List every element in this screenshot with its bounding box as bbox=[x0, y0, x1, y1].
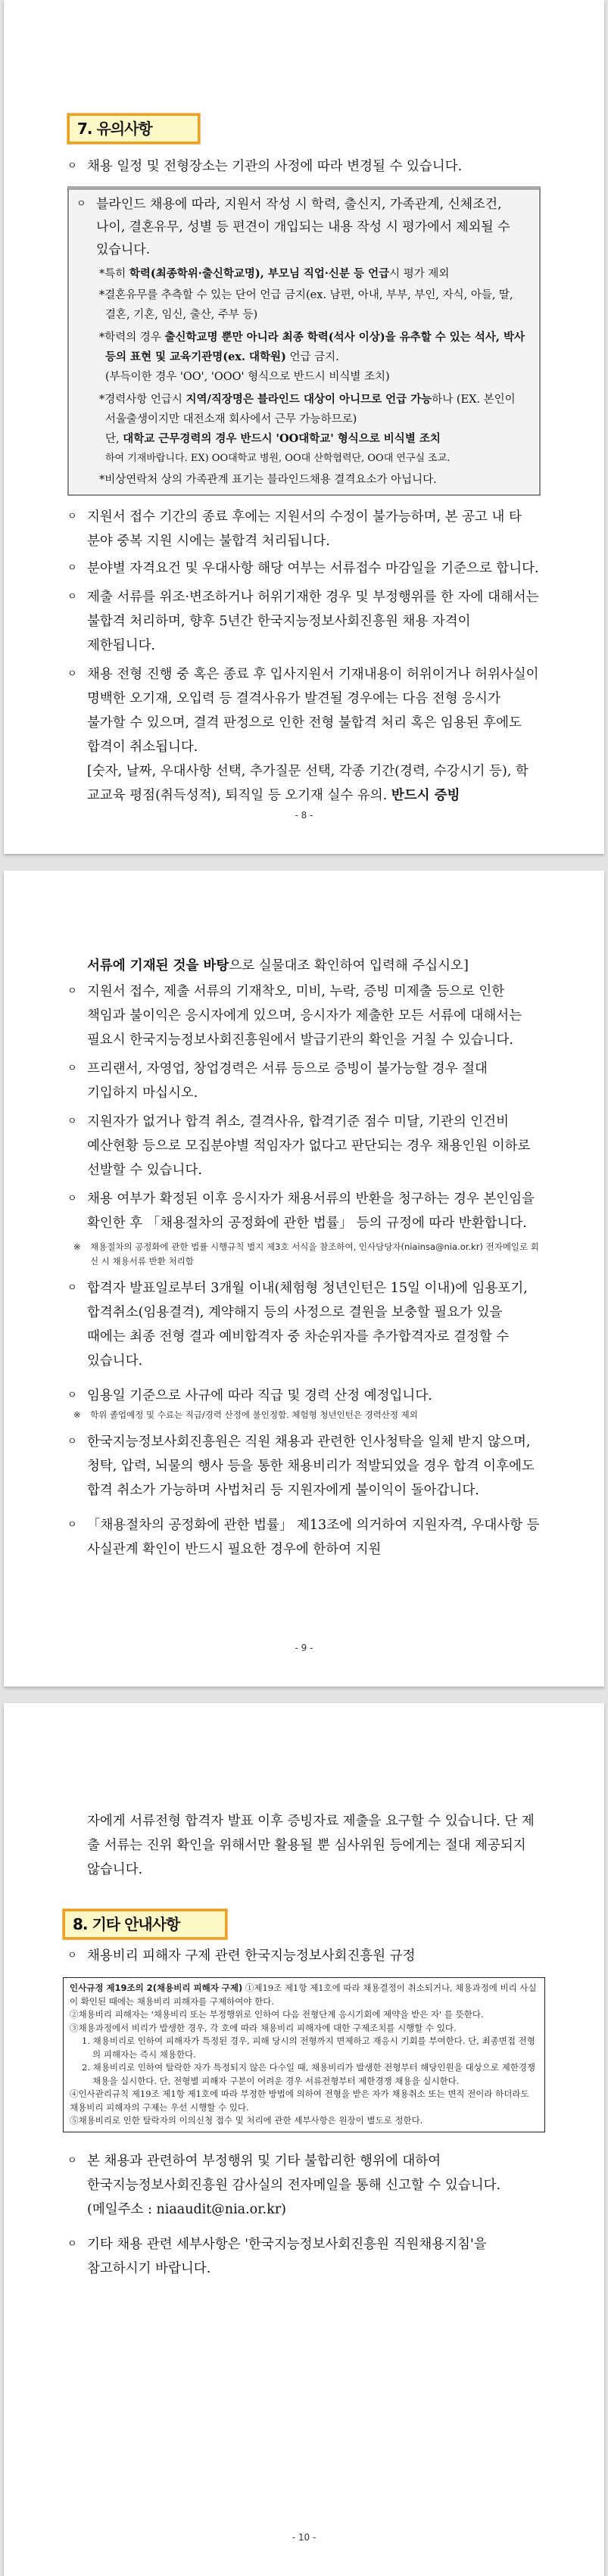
bullet-qualification: ㅇ 분야별 자격요건 및 우대사항 해당 여부는 서류접수 마감일을 기준으로 합니다. bbox=[67, 556, 541, 581]
page-9 bbox=[4, 871, 604, 1687]
regulation-p4: ④인사관리규칙 제19조 제1항 제1호에 따라 부정한 방법에 의하여 전형을 받은 자가 채용취소 또는 면직 전이라 하더라도 채용비리 피해자의 구제는 우선 시행할 수 있다. bbox=[70, 2089, 529, 2113]
bullet-document-return: ㅇ 채용 여부가 확정된 이후 응시자가 채용서류의 반환을 청구하는 경우 본인임을 확인한 후 「채용절차의 공정화에 관한 법률」 등의 규정에 따라 반환합니다. bbox=[67, 1187, 541, 1235]
blind-star-career-example: 하여 기재바랍니다. EX) OO대학교 병원, OO대 산학협력단, OO대 연구실 조교. bbox=[105, 453, 451, 464]
page-number: - 10 - bbox=[292, 2532, 316, 2543]
blind-star-degree: *학력의 경우 출신학교명 뿐만 아니라 최종 학력(석사 이상)을 유추할 수 있는 석사, 박사 등의 표현 및 교육기관명(ex. 대학원) 언급 금지. bbox=[99, 331, 525, 363]
bullet-submission: ㅇ 지원서 접수, 제출 서류의 기재착오, 미비, 누락, 증빙 미제출 등으로 인한 책임과 불이익은 응시자에게 있으며, 응시자가 제출한 모든 서류에 대해서는 필요시 한국지능정보사회진흥원에서 발급기관의 확인을 거칠 수 있습니다. bbox=[67, 980, 541, 1052]
bullet-report: ㅇ 본 채용과 관련하여 부정행위 및 기타 불합리한 행위에 대하여 한국지능정보사회진흥원 감사실의 전자메일을 통해 신고할 수 있습니다. (메일주소 : niaaudit@nia.or.kr) bbox=[67, 2149, 541, 2222]
blind-recruitment-box bbox=[67, 186, 541, 496]
bracket-note-continued: 서류에 기재된 것을 바탕으로 실물대조 확인하여 입력해 주십시오] bbox=[87, 958, 469, 973]
regulation-p5: ⑤채용비리로 인한 탈락자의 이의신청 접수 및 처리에 관한 세부사항은 원장이 별도로 정한다. bbox=[70, 2115, 423, 2126]
blind-star-degree-extra: (부득이한 경우 'OO', 'OOO' 형식으로 반드시 비식별 조치) bbox=[105, 371, 390, 383]
section-title-notes: 7. 유의사항 bbox=[67, 114, 200, 144]
bullet-deadline: ㅇ 지원서 접수 기간의 종료 후에는 지원서의 수정이 불가능하며, 본 공고 내 타 분야 중복 지원 시에는 불합격 처리됩니다. bbox=[67, 505, 541, 553]
blind-star-education: *특히 학력(최종학위·출신학교명), 부모님 직업·신분 등 언급시 평가 제외 bbox=[99, 267, 450, 280]
blind-star-career-univ: 단, 대학교 근무경력의 경우 반드시 'OO대학교' 형식으로 비식별 조치 bbox=[105, 432, 441, 445]
bullet-no-applicant: ㅇ 지원자가 없거나 합격 취소, 결격사유, 합격기준 점수 미달, 기관의 인건비 예산현황 등으로 모집분야별 적임자가 없다고 판단되는 경우 채용인원 이하로 선발할 수 있습니다. bbox=[67, 1110, 541, 1182]
regulation-p1: 인사규정 제19조의 2(채용비리 피해자 구제) ①제19조 제1항 제1호에 따라 채용결정이 취소되거나, 채용과정에 비리 사실이 확인된 때에는 채용비리 피해자를 구제하여야 한다. bbox=[70, 1983, 537, 2007]
blind-star-marriage: *결혼유무를 추측할 수 있는 단어 언급 금지(ex. 남편, 아내, 부부, 부인, 자식, 아들, 딸, 결혼, 기혼, 임신, 출산, 주부 등) bbox=[99, 289, 513, 321]
regulation-box bbox=[63, 1977, 545, 2132]
page-number: - 8 - bbox=[295, 810, 313, 821]
regulation-p3-1: 1. 채용비리로 인하여 피해자가 특정된 경우, 피해 당시의 전형까지 면제하고 재응시 기회를 부여한다. 단, 최종면접 전형의 피해자는 즉시 채용한다. bbox=[82, 2036, 535, 2060]
law-13-continued: 자에게 서류전형 합격자 발표 이후 증빙자료 제출을 요구할 수 있습니다. 단 제출 서류는 진위 확인을 위해서만 활용될 뿐 심사위원 등에게는 절대 제공되지 않습니다. bbox=[87, 1814, 535, 1877]
bullet-regulation: ㅇ 채용비리 피해자 구제 관련 한국지능정보사회진흥원 규정 bbox=[67, 1944, 541, 1968]
note-document-return: ※ 채용절차의 공정화에 관한 법률 시행규칙 별지 제3호 서식을 참조하여, 인사담당자(niainsa@nia.or.kr) 전자메일로 회신 시 채용서류 반환 처리함 bbox=[67, 1240, 541, 1269]
bullet-grade-calculation: ㅇ 임용일 기준으로 사규에 따라 직급 및 경력 산정 예정입니다. bbox=[67, 1384, 541, 1408]
bullet-freelancer: ㅇ 프리랜서, 자영업, 창업경력은 서류 등으로 증빙이 불가능할 경우 절대 기입하지 마십시오. bbox=[67, 1057, 541, 1105]
section-title-other: 8. 기타 안내사항 bbox=[63, 1909, 227, 1939]
blind-star-emergency-contact: *비상연락처 상의 가족관계 표기는 블라인드채용 결격요소가 아닙니다. bbox=[99, 474, 437, 486]
bracket-note: [숫자, 날짜, 우대사항 선택, 추가질문 선택, 각종 기간(경력, 수강시기 등), 학교교육 평점(취득성적), 퇴직일 등 오기재 실수 유의. 반드시 증빙 bbox=[87, 764, 528, 803]
bullet-law-13: ㅇ 「채용절차의 공정화에 관한 법률」 제13조에 의거하여 지원자격, 우대사항 등 사실관계 확인이 반드시 필요한 경우에 한하여 지원 bbox=[67, 1513, 541, 1562]
page-8 bbox=[4, 0, 604, 854]
bullet-guideline: ㅇ 기타 채용 관련 세부사항은 '한국지능정보사회진흥원 직원채용지침'을 참고하시기 바랍니다. bbox=[67, 2232, 541, 2281]
bullet-forgery: ㅇ 제출 서류를 위조·변조하거나 허위기재한 경우 및 부정행위를 한 자에 대해서는 불합격 처리하며, 향후 5년간 한국지능정보사회진흥원 채용 자격이 제한됩니다. bbox=[67, 585, 541, 658]
bullet-false-entry: ㅇ 채용 전형 진행 중 혹은 종료 후 입사지원서 기재내용이 허위이거나 허위사실이 명백한 오기재, 오입력 등 결격사유가 발견될 경우에는 다음 전형 응시가 불가할 수 있으며, 결격 판정으로 인한 전형 불합격 처리 혹은 임용된 후에도 합격이 취소됩니다. bbox=[67, 662, 541, 759]
note-grade: ※ 학위 졸업예정 및 수료는 직급/경력 산정에 불인정함. 체험형 청년인턴은 경력산정 제외 bbox=[67, 1408, 541, 1422]
blind-star-career: *경력사항 언급시 지역/직장명은 블라인드 대상이 아니므로 언급 가능하나 (EX. 본인이 서울출생이지만 대전소재 회사에서 근무 가능하므로) bbox=[99, 393, 516, 425]
bullet-schedule: ㅇ 채용 일정 및 전형장소는 기관의 사정에 따라 변경될 수 있습니다. bbox=[67, 154, 541, 179]
regulation-p3: ③채용과정에서 비리가 발생한 경우, 각 호에 따라 채용비리 피해자에 대한 구제조치를 시행할 수 있다. bbox=[70, 2022, 457, 2033]
regulation-p3-2: 2. 채용비리로 인하여 탈락한 자가 특정되지 않은 다수일 때, 채용비리가 발생한 전형부터 해당인원을 대상으로 제한경쟁 채용을 실시한다. 단, 전형별 피해자 구분이 어려운 경우 서류전형부터 제한경쟁 채용을 실시한다. bbox=[82, 2062, 536, 2086]
page-10 bbox=[4, 1703, 604, 2576]
bullet-solicitation: ㅇ 한국지능정보사회진흥원은 직원 채용과 관련한 인사청탁을 일체 받지 않으며, 청탁, 압력, 뇌물의 행사 등을 통한 채용비리가 적발되었을 경우 합격 이후에도 합격 취소가 가능하며 사법처리 등 지원자에게 불이익이 돌아갑니다. bbox=[67, 1430, 541, 1503]
page-number: - 9 - bbox=[295, 1643, 313, 1653]
regulation-p2: ②채용비리 피해자는 '채용비리 또는 부정행위로 인하여 다음 전형단계 응시기회에 제약을 받은 자' 를 뜻한다. bbox=[70, 2009, 484, 2020]
bullet-additional-pass: ㅇ 합격자 발표일로부터 3개월 이내(체험형 청년인턴은 15일 이내)에 임용포기, 합격취소(임용결격), 계약해지 등의 사정으로 결원을 보충할 필요가 있을 때에는 최종 전형 결과 예비합격자 중 차순위자를 추가합격자로 결정할 수 있습니다. bbox=[67, 1276, 541, 1373]
blind-bullet: ㅇ 블라인드 채용에 따라, 지원서 작성 시 학력, 출신지, 가족관계, 신체조건, 나이, 결혼유무, 성별 등 편견이 개입되는 내용 작성 시 평가에서 제외될 수 있습니다. bbox=[76, 193, 532, 261]
